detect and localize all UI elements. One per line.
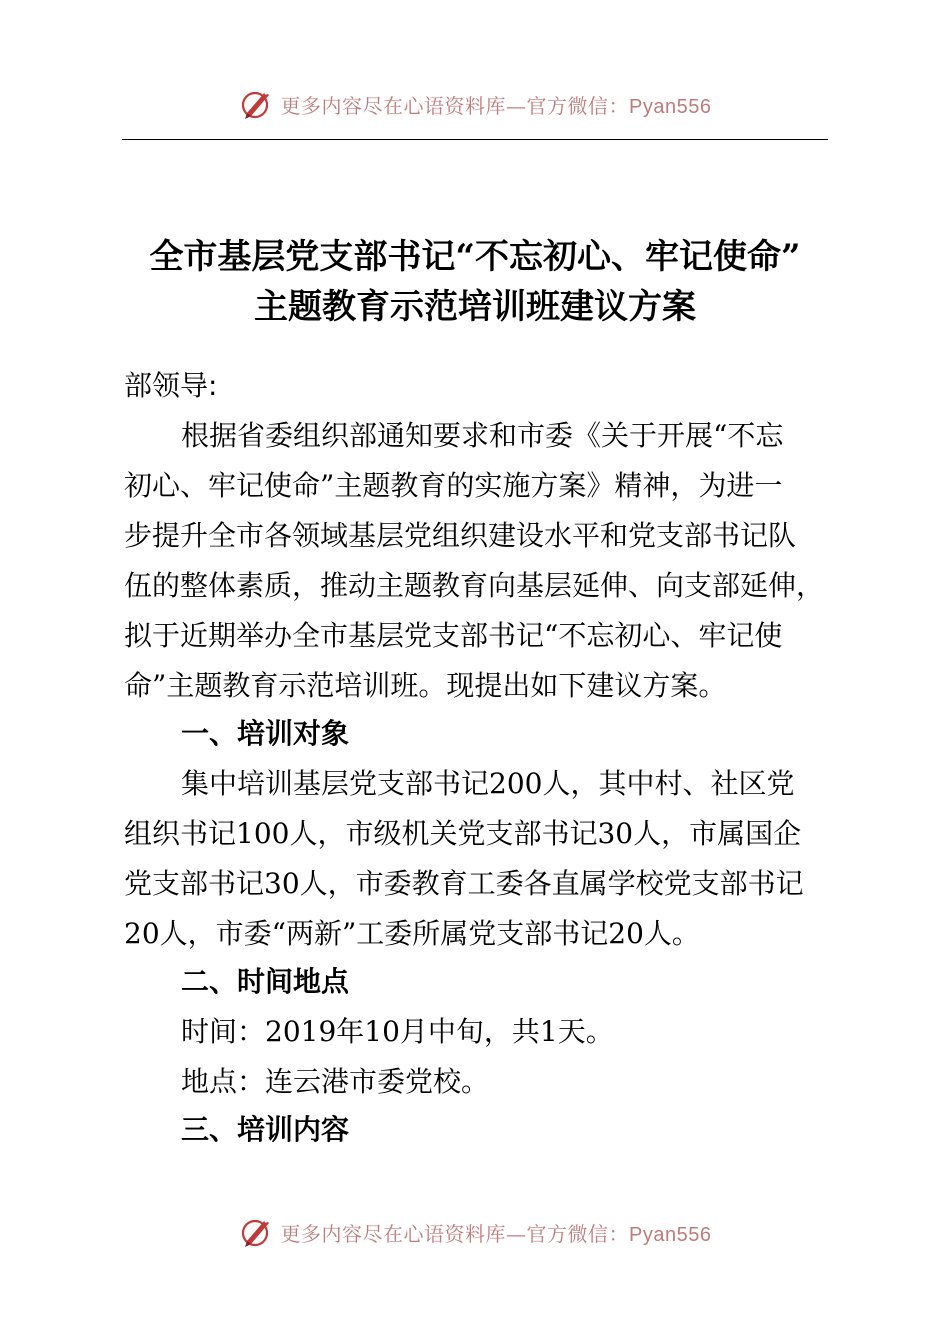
section-line: 20人，市委“两新”工委所属党支部书记20人。	[124, 917, 700, 950]
header-divider	[122, 139, 828, 140]
document-title-line-2: 主题教育示范培训班建议方案	[254, 287, 696, 327]
watermark-text: 更多内容尽在心语资料库—官方微信：Pyan556	[280, 93, 712, 118]
time-line: 时间：2019年10月中旬，共1天。	[181, 1015, 614, 1048]
salutation: 部领导:	[124, 369, 218, 402]
section-heading: 三、培训内容	[181, 1113, 350, 1146]
intro-line: 步提升全市各领域基层党组织建设水平和党支部书记队	[124, 519, 797, 552]
watermark-text: 更多内容尽在心语资料库—官方微信：Pyan556	[280, 1221, 712, 1246]
pen-nib-circle-icon	[239, 1214, 275, 1250]
intro-line: 拟于近期举办全市基层党支部书记“不忘初心、牢记使	[124, 619, 783, 652]
intro-line: 初心、牢记使命”主题教育的实施方案》精神，为进一	[124, 469, 783, 502]
wechat-id: Pyan556	[629, 1223, 712, 1246]
footer-watermark	[0, 1212, 950, 1252]
section-line: 党支部书记30人，市委教育工委各直属学校党支部书记	[124, 867, 804, 900]
pen-nib-circle-icon	[239, 86, 275, 122]
intro-line: 命”主题教育示范培训班。现提出如下建议方案。	[124, 669, 727, 702]
header-watermark	[0, 84, 950, 124]
section-heading: 一、培训对象	[181, 717, 350, 750]
intro-line: 根据省委组织部通知要求和市委《关于开展“不忘	[181, 419, 784, 452]
wechat-id: Pyan556	[629, 95, 712, 118]
section-line: 集中培训基层党支部书记200人，其中村、社区党	[181, 767, 795, 800]
document-title-line-1: 全市基层党支部书记“不忘初心、牢记使命”	[149, 237, 801, 277]
section-heading: 二、时间地点	[181, 965, 350, 998]
section-line: 组织书记100人，市级机关党支部书记30人，市属国企	[124, 817, 802, 850]
intro-line: 伍的整体素质，推动主题教育向基层延伸、向支部延伸，	[124, 569, 825, 602]
place-line: 地点：连云港市委党校。	[181, 1065, 490, 1098]
